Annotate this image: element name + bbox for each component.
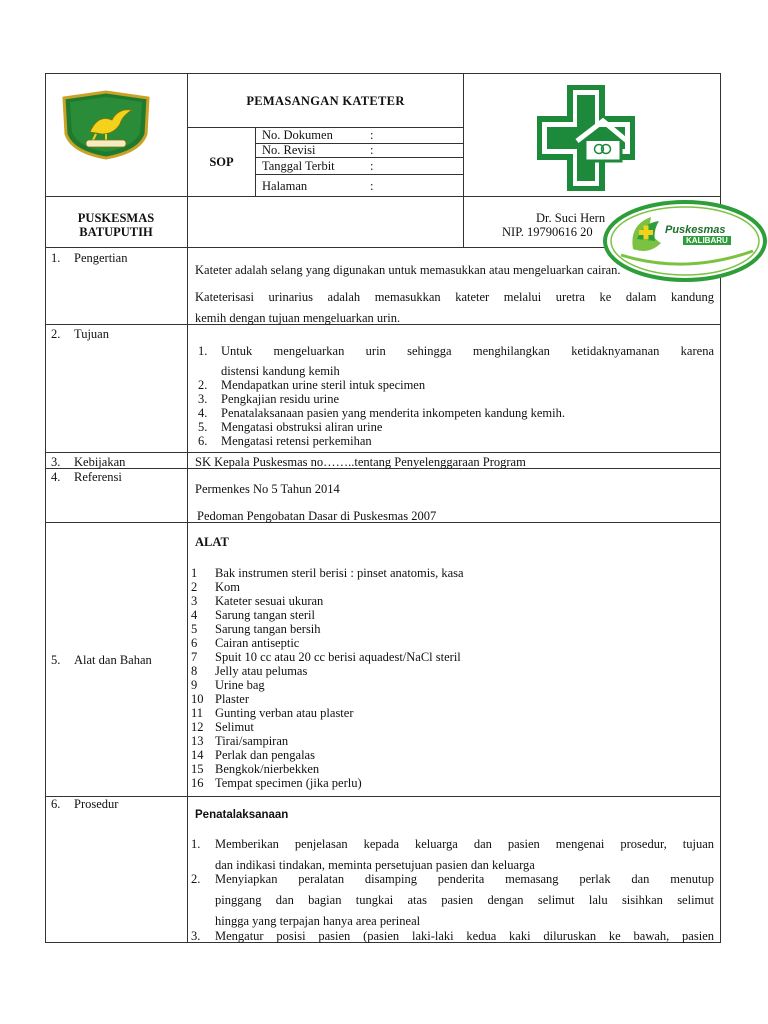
list-item-text: Sarung tangan steril <box>215 608 315 622</box>
list-item-text: hingga yang terpajan hanya area perineal <box>215 914 421 928</box>
org-name-line2: BATUPUTIH <box>79 225 153 239</box>
list-item-number: 2. <box>198 378 208 392</box>
list-item-number: 6. <box>198 434 208 448</box>
list-item-number: 4. <box>198 406 208 420</box>
field-sep: : <box>370 143 374 157</box>
field-sep: : <box>370 128 374 142</box>
list-item-text: Bak instrumen steril berisi : pinset anatomis, kasa <box>215 566 464 580</box>
section-label-alat: Alat dan Bahan <box>74 653 152 667</box>
section-number: 5. <box>51 653 61 667</box>
section-label-prosedur: Prosedur <box>74 797 119 811</box>
field-no-revisi: No. Revisi <box>262 143 316 157</box>
list-item-number: 1. <box>191 837 201 851</box>
section-label-referensi: Referensi <box>74 470 122 484</box>
list-item-number: 3 <box>191 594 198 608</box>
list-item-number: 8 <box>191 664 198 678</box>
section-number: 2. <box>51 327 61 341</box>
list-item-text: Bengkok/nierbekken <box>215 762 320 776</box>
stamp-title: Puskesmas <box>665 224 726 236</box>
list-item-number: 10 <box>191 692 204 706</box>
list-item-text: Mengatur posisi pasien (pasien laki-laki kedua kaki diluruskan ke bawah, pasien <box>215 929 714 943</box>
list-item-text: Plaster <box>215 692 250 706</box>
list-item-text: Penatalaksanaan pasien yang menderita inkompeten kandung kemih. <box>221 406 565 420</box>
list-item-number: 4 <box>191 608 198 622</box>
list-item-number: 7 <box>191 650 198 664</box>
puskesmas-kalibaru-stamp <box>603 199 768 283</box>
list-item-number: 16 <box>191 776 204 790</box>
referensi-item: Pedoman Pengobatan Dasar di Puskesmas 2007 <box>197 509 437 523</box>
prosedur-heading: Penatalaksanaan <box>195 809 289 821</box>
district-logo <box>60 90 152 160</box>
list-item-number: 5. <box>198 420 208 434</box>
list-item-text: Spuit 10 cc atau 20 cc berisi aquadest/NaCl steril <box>215 650 461 664</box>
alat-heading: ALAT <box>195 535 229 549</box>
list-item-number: 1 <box>191 566 198 580</box>
org-name-line1: PUSKESMAS <box>77 211 155 225</box>
list-item-number: 2. <box>191 872 201 886</box>
pengertian-paragraph-2-line2: kemih dengan tujuan mengeluarkan urin. <box>195 311 401 325</box>
referensi-item: Permenkes No 5 Tahun 2014 <box>195 482 340 496</box>
list-item-number: 12 <box>191 720 204 734</box>
list-item-text: Kom <box>215 580 240 594</box>
list-item-text: Kateter sesuai ukuran <box>215 594 324 608</box>
section-number: 1. <box>51 251 61 265</box>
list-item-text: Pengkajian residu urine <box>221 392 340 406</box>
field-no-dokumen: No. Dokumen <box>262 128 333 142</box>
list-item-text: Jelly atau pelumas <box>215 664 308 678</box>
list-item-number: 6 <box>191 636 198 650</box>
document-title: PEMASANGAN KATETER <box>246 94 405 108</box>
sop-label: SOP <box>209 155 234 169</box>
list-item-text: Mengatasi retensi perkemihan <box>221 434 372 448</box>
list-item-number: 15 <box>191 762 204 776</box>
list-item-text: pinggang dan bagian tungkai atas pasien dengan selimut lalu sisihkan selimut <box>215 893 714 907</box>
pengertian-paragraph-2-line1: Kateterisasi urinarius adalah memasukkan kateter melalui uretra ke dalam kandung <box>195 290 714 304</box>
field-tanggal-terbit: Tanggal Terbit <box>262 159 335 173</box>
list-item-number: 13 <box>191 734 204 748</box>
list-item-text: Mengatasi obstruksi aliran urine <box>221 420 383 434</box>
section-number: 6. <box>51 797 61 811</box>
section-label-pengertian: Pengertian <box>74 251 128 265</box>
pengertian-paragraph-1: Kateter adalah selang yang digunakan untuk memasukkan atau mengeluarkan cairan. <box>195 263 621 277</box>
list-item-number: 9 <box>191 678 198 692</box>
signer-nip: NIP. 19790616 20 <box>502 225 593 239</box>
list-item-text: Cairan antiseptic <box>215 636 300 650</box>
section-label-kebijakan: Kebijakan <box>74 455 126 469</box>
list-item-number: 3. <box>191 929 201 943</box>
stamp-subtitle: KALIBARU <box>683 236 731 245</box>
list-item-text: Tirai/sampiran <box>215 734 289 748</box>
list-item-text: Untuk mengeluarkan urin sehingga menghilangkan ketidaknyamanan karena <box>221 344 714 358</box>
list-item-text: dan indikasi tindakan, meminta persetujuan pasien dan keluarga <box>215 858 535 872</box>
list-item-text: Gunting verban atau plaster <box>215 706 354 720</box>
list-item-number: 3. <box>198 392 208 406</box>
kebijakan-text: SK Kepala Puskesmas no……..tentang Penyelenggaraan Program <box>195 455 526 469</box>
list-item-number: 5 <box>191 622 198 636</box>
list-item-number: 11 <box>191 706 204 720</box>
list-item-text: Tempat specimen (jika perlu) <box>215 776 362 790</box>
list-item-text: Urine bag <box>215 678 265 692</box>
list-item-text: Memberikan penjelasan kepada keluarga dan pasien mengenai prosedur, tujuan <box>215 837 714 851</box>
puskesmas-cross-logo <box>537 85 635 191</box>
list-item-text: distensi kandung kemih <box>221 364 340 378</box>
section-number: 4. <box>51 470 61 484</box>
list-item-number: 2 <box>191 580 198 594</box>
signer-name: Dr. Suci Hern <box>536 211 606 225</box>
list-item-text: Mendapatkan urine steril intuk specimen <box>221 378 426 392</box>
list-item-text: Selimut <box>215 720 254 734</box>
field-sep: : <box>370 159 374 173</box>
field-halaman: Halaman <box>262 179 308 193</box>
list-item-number: 1. <box>198 344 208 358</box>
list-item-text: Sarung tangan bersih <box>215 622 321 636</box>
list-item-text: Perlak dan pengalas <box>215 748 315 762</box>
list-item-text: Menyiapkan peralatan disamping penderita memasang perlak dan menutup <box>215 872 714 886</box>
section-number: 3. <box>51 455 61 469</box>
field-sep: : <box>370 179 374 193</box>
list-item-number: 14 <box>191 748 204 762</box>
section-label-tujuan: Tujuan <box>74 327 109 341</box>
